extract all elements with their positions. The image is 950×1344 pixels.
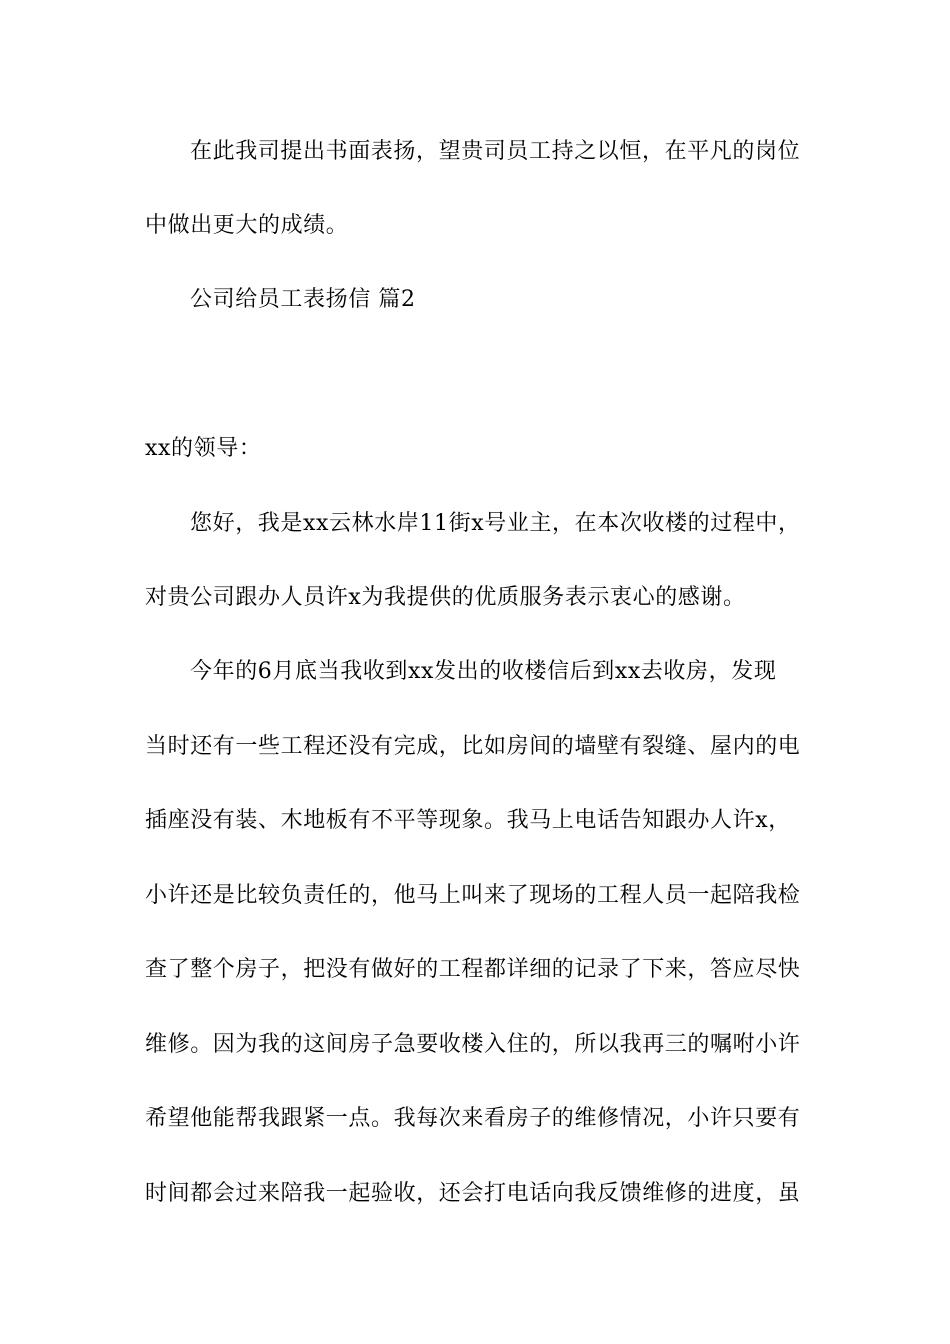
paragraph-line-9: 查了整个房子，把没有做好的工程都详细的记录了下来，答应尽快	[145, 957, 801, 982]
paragraph-line-3: 您好，我是xx云林水岸11街x号业主，在本次收楼的过程中，	[190, 511, 801, 536]
paragraph-line-6: 当时还有一些工程还没有完成，比如房间的墙壁有裂缝、屋内的电	[145, 734, 801, 759]
salutation: xx的领导：	[145, 436, 262, 461]
paragraph-line-11: 希望他能帮我跟紧一点。我每次来看房子的维修情况，小许只要有	[145, 1106, 801, 1131]
paragraph-line-8: 小许还是比较负责任的，他马上叫来了现场的工程人员一起陪我检	[145, 883, 801, 908]
paragraph-line-5: 今年的6月底当我收到xx发出的收楼信后到xx去收房，发现	[190, 659, 777, 684]
paragraph-line-12: 时间都会过来陪我一起验收，还会打电话向我反馈维修的进度，虽	[145, 1181, 801, 1206]
paragraph-line-1: 在此我司提出书面表扬，望贵司员工持之以恒，在平凡的岗位	[190, 139, 801, 164]
paragraph-line-7: 插座没有装、木地板有不平等现象。我马上电话告知跟办人许x，	[145, 808, 791, 833]
paragraph-line-4: 对贵公司跟办人员许x为我提供的优质服务表示衷心的感谢。	[145, 585, 746, 610]
paragraph-line-2: 中做出更大的成绩。	[145, 213, 349, 238]
section-heading: 公司给员工表扬信 篇2	[190, 287, 416, 312]
paragraph-line-10: 维修。因为我的这间房子急要收楼入住的，所以我再三的嘱咐小许	[145, 1032, 801, 1057]
